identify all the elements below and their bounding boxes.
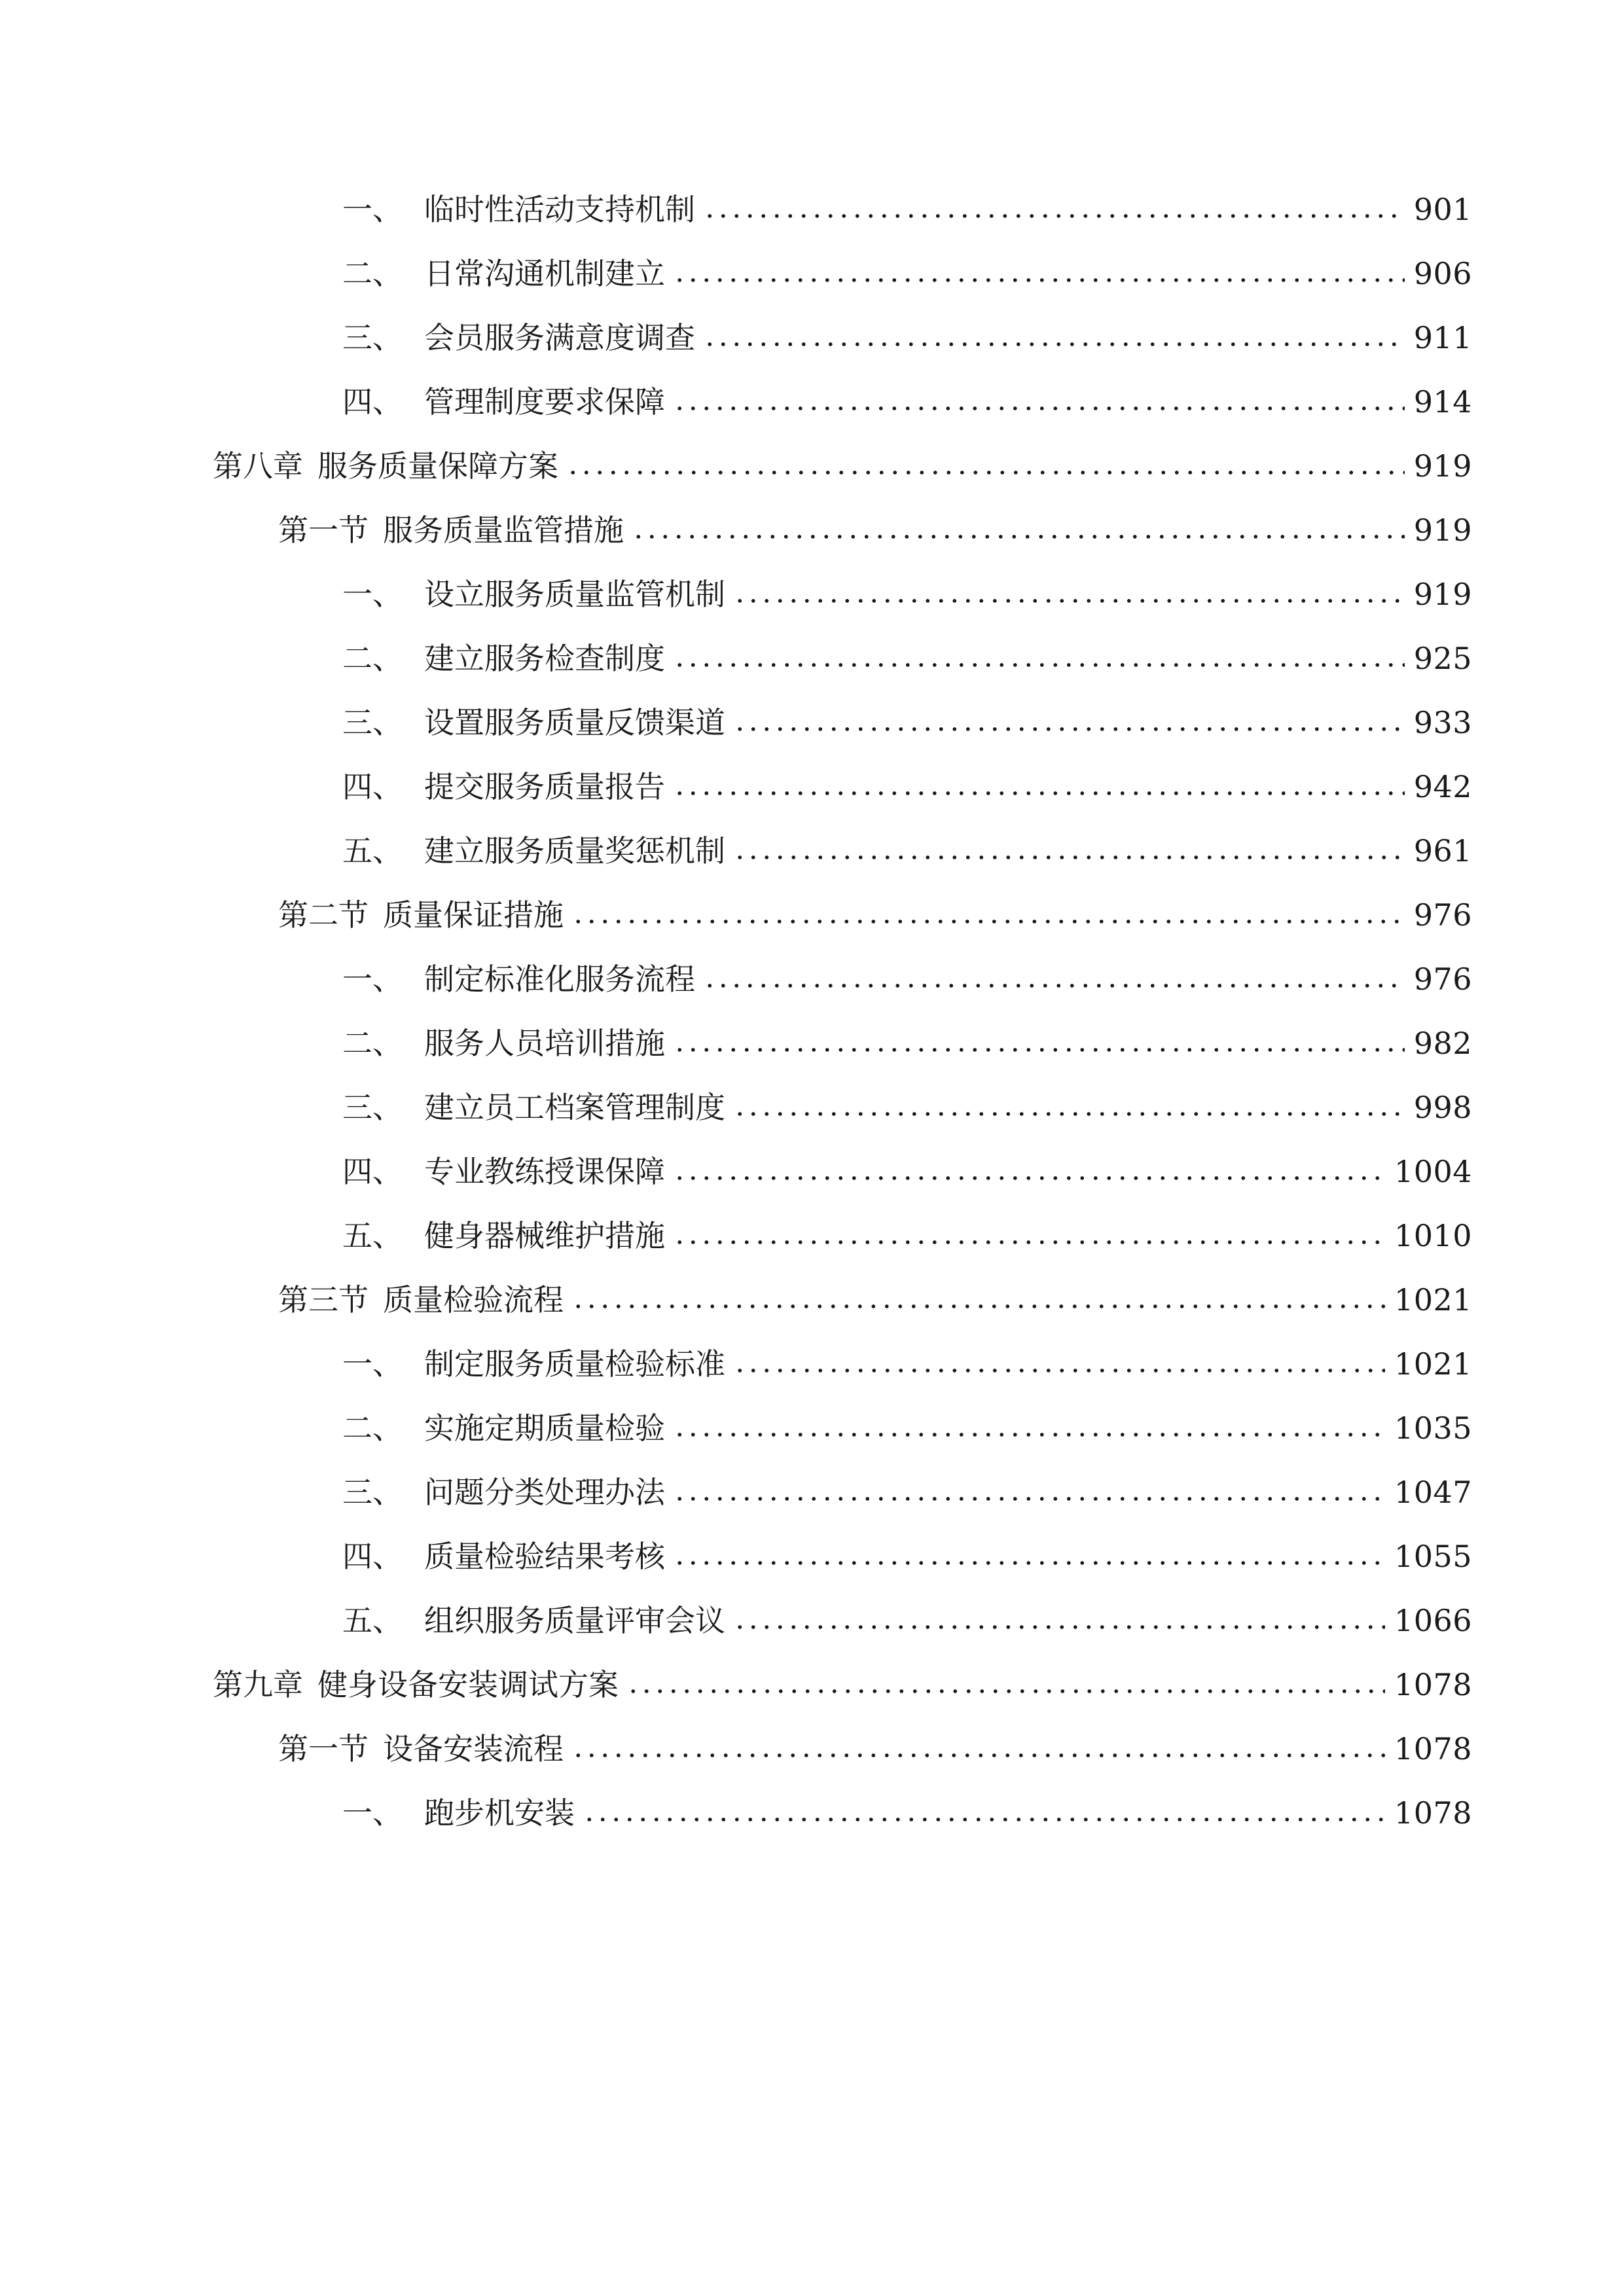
toc-entry-title: 制定标准化服务流程	[424, 961, 695, 997]
toc-entry-page-number: 925	[1413, 641, 1472, 676]
toc-entry-title: 会员服务满意度调查	[424, 320, 695, 355]
toc-dot-leader	[673, 778, 1405, 808]
toc-entry-title: 质量检验结果考核	[424, 1539, 665, 1574]
toc-entry-1[interactable]	[342, 183, 1472, 236]
toc-dot-leader	[733, 1612, 1385, 1642]
toc-entry-page-number: 1066	[1394, 1603, 1472, 1638]
toc-entry-page-number: 961	[1413, 833, 1472, 869]
toc-entry-title: 设置服务质量反馈渠道	[424, 705, 725, 740]
toc-entry-marker: 三、	[342, 1475, 403, 1510]
toc-entry-title: 服务质量监管措施	[383, 512, 624, 548]
toc-entry-5[interactable]	[213, 440, 1472, 492]
toc-entry-marker: 第二节	[278, 897, 369, 933]
toc-entry-title: 服务人员培训措施	[424, 1026, 665, 1061]
toc-dot-leader	[673, 650, 1405, 680]
toc-dot-leader	[571, 906, 1405, 937]
toc-entry-marker: 四、	[342, 1154, 403, 1189]
toc-entry-title: 健身器械维护措施	[424, 1218, 665, 1253]
toc-entry-14[interactable]	[342, 1017, 1472, 1069]
toc-entry-16[interactable]	[342, 1145, 1472, 1198]
toc-dot-leader	[673, 393, 1405, 423]
toc-entry-page-number: 1078	[1394, 1667, 1472, 1702]
toc-entry-marker: 二、	[342, 641, 403, 676]
toc-entry-page-number: 1047	[1394, 1475, 1472, 1510]
toc-entry-page-number: 942	[1413, 769, 1472, 804]
toc-entry-page-number: 901	[1413, 192, 1472, 227]
toc-entry-marker: 四、	[342, 769, 403, 804]
toc-entry-marker: 三、	[342, 320, 403, 355]
toc-entry-marker: 三、	[342, 705, 403, 740]
toc-entry-page-number: 1021	[1394, 1346, 1472, 1382]
toc-entry-title: 设备安装流程	[383, 1731, 564, 1767]
toc-entry-marker: 第一节	[278, 512, 369, 548]
toc-entry-page-number: 919	[1413, 448, 1472, 484]
toc-entry-25[interactable]	[278, 1723, 1472, 1775]
toc-entry-page-number: 1004	[1394, 1154, 1472, 1189]
toc-dot-leader	[703, 201, 1405, 231]
toc-dot-leader	[703, 971, 1405, 1001]
toc-entry-marker: 四、	[342, 1539, 403, 1574]
toc-entry-page-number: 919	[1413, 577, 1472, 612]
toc-entry-page-number: 1010	[1394, 1218, 1472, 1253]
toc-entry-title: 设立服务质量监管机制	[424, 577, 725, 612]
toc-entry-22[interactable]	[342, 1530, 1472, 1583]
toc-entry-12[interactable]	[278, 889, 1472, 941]
toc-dot-leader	[733, 1099, 1405, 1129]
toc-dot-leader	[673, 1035, 1405, 1065]
toc-entry-page-number: 914	[1413, 384, 1472, 420]
toc-entry-marker: 一、	[342, 1795, 403, 1831]
toc-entry-marker: 二、	[342, 1026, 403, 1061]
toc-dot-leader	[626, 1676, 1385, 1706]
toc-entry-marker: 四、	[342, 384, 403, 420]
toc-entry-title: 制定服务质量检验标准	[424, 1346, 725, 1382]
toc-dot-leader	[566, 457, 1405, 488]
toc-entry-8[interactable]	[342, 632, 1472, 685]
toc-entry-page-number: 911	[1413, 320, 1472, 355]
toc-entry-18[interactable]	[278, 1274, 1472, 1326]
toc-entry-marker: 五、	[342, 833, 403, 869]
toc-entry-11[interactable]	[342, 825, 1472, 877]
toc-dot-leader	[703, 329, 1405, 359]
toc-entry-marker: 第一节	[278, 1731, 369, 1767]
toc-dot-leader	[733, 842, 1405, 872]
toc-entry-title: 质量保证措施	[383, 897, 564, 933]
toc-entry-title: 组织服务质量评审会议	[424, 1603, 725, 1638]
toc-entry-15[interactable]	[342, 1081, 1472, 1134]
toc-entry-24[interactable]	[213, 1659, 1472, 1711]
toc-entry-3[interactable]	[342, 312, 1472, 364]
toc-entry-title: 日常沟通机制建立	[424, 256, 665, 291]
toc-entry-marker: 一、	[342, 961, 403, 997]
toc-dot-leader	[673, 265, 1405, 295]
toc-entry-10[interactable]	[342, 761, 1472, 813]
toc-dot-leader	[673, 1420, 1385, 1450]
toc-entry-page-number: 1078	[1394, 1795, 1472, 1831]
toc-entry-9[interactable]	[342, 696, 1472, 749]
toc-entry-marker: 三、	[342, 1090, 403, 1125]
toc-entry-title: 建立服务检查制度	[424, 641, 665, 676]
toc-entry-page-number: 919	[1413, 512, 1472, 548]
toc-entry-marker: 二、	[342, 256, 403, 291]
toc-entry-marker: 五、	[342, 1218, 403, 1253]
toc-entry-19[interactable]	[342, 1338, 1472, 1390]
toc-entry-marker: 第九章	[213, 1667, 303, 1702]
toc-dot-leader	[673, 1484, 1385, 1514]
toc-dot-leader	[571, 1740, 1385, 1770]
toc-dot-leader	[673, 1227, 1385, 1257]
toc-dot-leader	[632, 522, 1405, 552]
toc-dot-leader	[733, 586, 1405, 616]
toc-entry-marker: 五、	[342, 1603, 403, 1638]
toc-entry-26[interactable]	[342, 1787, 1472, 1839]
toc-entry-6[interactable]	[278, 504, 1472, 556]
toc-entry-title: 健身设备安装调试方案	[317, 1667, 619, 1702]
toc-entry-page-number: 1021	[1394, 1282, 1472, 1318]
toc-entry-title: 建立服务质量奖惩机制	[424, 833, 725, 869]
toc-entry-4[interactable]	[342, 376, 1472, 428]
toc-entry-title: 服务质量保障方案	[317, 448, 558, 484]
toc-dot-leader	[583, 1804, 1385, 1835]
toc-entry-marker: 二、	[342, 1410, 403, 1446]
toc-entry-marker: 第三节	[278, 1282, 369, 1318]
toc-entry-title: 提交服务质量报告	[424, 769, 665, 804]
toc-dot-leader	[571, 1291, 1385, 1321]
toc-entry-23[interactable]	[342, 1594, 1472, 1647]
toc-dot-leader	[673, 1548, 1385, 1578]
toc-entry-page-number: 998	[1413, 1090, 1472, 1125]
toc-entry-20[interactable]	[342, 1402, 1472, 1454]
toc-entry-title: 质量检验流程	[383, 1282, 564, 1318]
toc-entry-page-number: 1078	[1394, 1731, 1472, 1767]
toc-entry-page-number: 976	[1413, 897, 1472, 933]
toc-entry-title: 跑步机安装	[424, 1795, 575, 1831]
toc-entry-marker: 一、	[342, 192, 403, 227]
toc-entry-marker: 一、	[342, 577, 403, 612]
toc-entry-page-number: 933	[1413, 705, 1472, 740]
toc-entry-title: 建立员工档案管理制度	[424, 1090, 725, 1125]
toc-entry-title: 问题分类处理办法	[424, 1475, 665, 1510]
toc-entry-2[interactable]	[342, 247, 1472, 300]
toc-dot-leader	[733, 1355, 1385, 1386]
toc-dot-leader	[673, 1163, 1385, 1193]
toc-entry-page-number: 1035	[1394, 1410, 1472, 1446]
toc-entry-13[interactable]	[342, 953, 1472, 1005]
toc-dot-leader	[733, 714, 1405, 744]
toc-entry-title: 实施定期质量检验	[424, 1410, 665, 1446]
toc-entry-page-number: 982	[1413, 1026, 1472, 1061]
toc-entry-page-number: 1055	[1394, 1539, 1472, 1574]
toc-entry-title: 临时性活动支持机制	[424, 192, 695, 227]
toc-entry-7[interactable]	[342, 568, 1472, 620]
toc-entry-title: 管理制度要求保障	[424, 384, 665, 420]
toc-entry-marker: 一、	[342, 1346, 403, 1382]
toc-entry-21[interactable]	[342, 1466, 1472, 1518]
toc-entry-marker: 第八章	[213, 448, 303, 484]
toc-entry-17[interactable]	[342, 1210, 1472, 1262]
toc-entry-page-number: 976	[1413, 961, 1472, 997]
toc-entry-page-number: 906	[1413, 256, 1472, 291]
toc-entry-title: 专业教练授课保障	[424, 1154, 665, 1189]
